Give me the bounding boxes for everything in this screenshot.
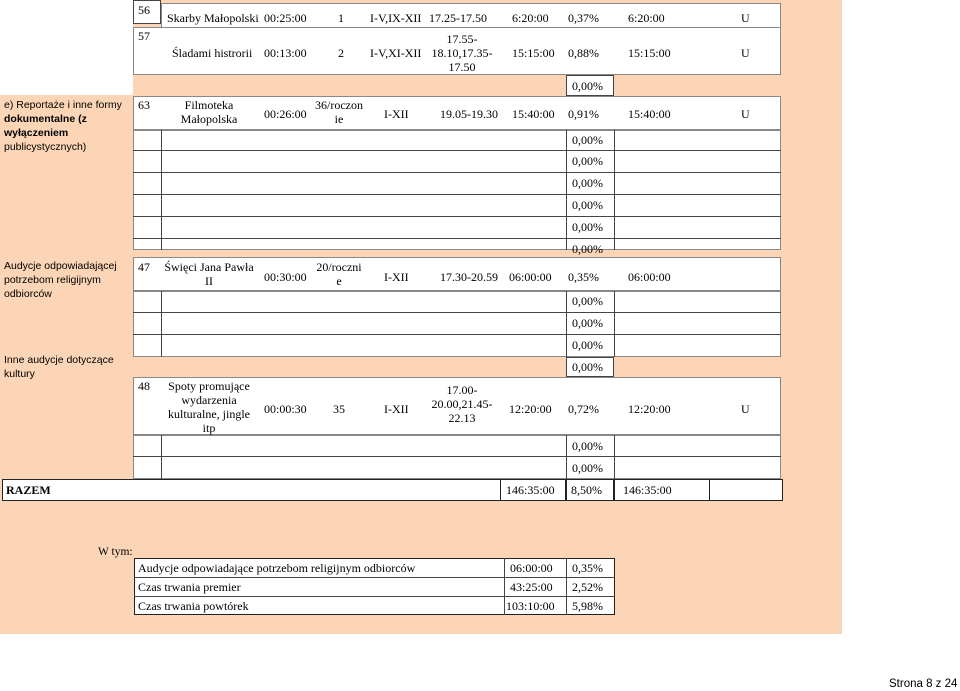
- empty-row: [133, 291, 781, 357]
- empty-row: [133, 435, 781, 479]
- row-56-total: 6:20:00: [512, 11, 549, 25]
- row-48-count: 35: [333, 402, 345, 416]
- razem-share: 8,50%: [571, 483, 602, 497]
- row-57-months: I-V,XI-XII: [370, 46, 422, 60]
- summary-item-label: Czas trwania powtórek: [138, 599, 249, 613]
- empty-row: [133, 130, 781, 250]
- row-47-hours: 17.30-20.59: [440, 270, 498, 284]
- row-56-total2: 6:20:00: [628, 11, 665, 25]
- summary-item-share: 2,52%: [572, 580, 603, 594]
- row-63-count: 36/roczon ie: [315, 98, 363, 126]
- row-48-share: 0,72%: [568, 402, 599, 416]
- row-63-duration: 00:26:00: [264, 107, 307, 121]
- row-56-count: 1: [338, 11, 344, 25]
- row-48-duration: 00:00:30: [264, 402, 307, 416]
- left-white-gap: [0, 0, 133, 95]
- row-47-total: 06:00:00: [509, 270, 552, 284]
- zero-value: 0,00%: [572, 316, 603, 330]
- row-48-title: Spoty promujące wydarzenia kulturalne, jingle itp: [168, 379, 250, 435]
- row-47-title: Święci Jana Pawła II: [164, 260, 254, 288]
- page-number: Strona 8 z 24: [889, 678, 958, 690]
- row-47-total2: 06:00:00: [628, 270, 671, 284]
- summary-item-label: Audycje odpowiadające potrzebom religijnym odbiorców: [138, 561, 416, 575]
- row-63-flag: U: [741, 107, 750, 121]
- category-culture: Inne audycje dotyczące kultury: [4, 354, 114, 380]
- zero-value: 0,00%: [572, 220, 603, 234]
- razem-total2: 146:35:00: [623, 483, 672, 497]
- row-48-flag: U: [741, 402, 750, 416]
- summary-label: W tym:: [98, 546, 133, 558]
- row-56-nr: 56: [138, 3, 150, 17]
- row-56-title: Skarby Małopolski: [167, 11, 259, 25]
- zero-value: 0,00%: [572, 79, 603, 93]
- razem-total: 146:35:00: [506, 483, 555, 497]
- zero-value: 0,00%: [572, 154, 603, 168]
- zero-value: 0,00%: [572, 360, 603, 374]
- row-63-hours: 19.05-19.30: [440, 107, 498, 121]
- razem-label: RAZEM: [6, 483, 51, 497]
- summary-item-label: Czas trwania premier: [138, 580, 241, 594]
- row-57-share: 0,88%: [568, 46, 599, 60]
- row-56-flag: U: [741, 11, 750, 25]
- row-48-months: I-XII: [384, 402, 409, 416]
- row-56-share: 0,37%: [568, 11, 599, 25]
- category-religious: Audycje odpowiadającej potrzebom religijnym odbiorców: [4, 260, 117, 300]
- row-57-total: 15:15:00: [512, 46, 555, 60]
- zero-value: 0,00%: [572, 176, 603, 190]
- row-47-share: 0,35%: [568, 270, 599, 284]
- row-56-duration: 00:25:00: [264, 11, 307, 25]
- summary-item-time: 43:25:00: [510, 580, 553, 594]
- row-56-hours: 17.25-17.50: [429, 11, 487, 25]
- row-63-total: 15:40:00: [512, 107, 555, 121]
- row-57-duration: 00:13:00: [264, 46, 307, 60]
- row-47-count: 20/roczni e: [316, 260, 362, 288]
- zero-value: 0,00%: [572, 461, 603, 475]
- row-63-months: I-XII: [384, 107, 409, 121]
- row-57-nr: 57: [138, 29, 150, 43]
- row-57-hours: 17.55- 18.10,17.35- 17.50: [431, 32, 493, 74]
- row-48-total2: 12:20:00: [628, 402, 671, 416]
- row-48-total: 12:20:00: [509, 402, 552, 416]
- zero-value: 0,00%: [572, 198, 603, 212]
- row-47-nr: 47: [138, 260, 150, 274]
- row-63-nr: 63: [138, 98, 150, 112]
- row-57-title: Śladami histrorii: [172, 46, 253, 60]
- zero-value: 0,00%: [572, 133, 603, 147]
- row-63-total2: 15:40:00: [628, 107, 671, 121]
- summary-item-share: 0,35%: [572, 561, 603, 575]
- zero-value: 0,00%: [572, 439, 603, 453]
- category-reportage: e) Reportaże i inne formy dokumentalne (z wyłączeniem publicystycznych): [4, 99, 122, 153]
- row-63-title: Filmoteka Małopolska: [180, 98, 238, 126]
- row-47-months: I-XII: [384, 270, 409, 284]
- row-56-months: I-V,IX-XII: [370, 11, 422, 25]
- row-48-nr: 48: [138, 379, 150, 393]
- zero-value: 0,00%: [572, 294, 603, 308]
- row-57-count: 2: [338, 46, 344, 60]
- zero-value: 0,00%: [572, 242, 603, 256]
- row-57-flag: U: [741, 46, 750, 60]
- summary-item-share: 5,98%: [572, 599, 603, 613]
- row-48-hours: 17.00- 20.00,21.45- 22.13: [431, 383, 493, 425]
- summary-item-time: 103:10:00: [506, 599, 555, 613]
- row-47-duration: 00:30:00: [264, 270, 307, 284]
- row-63-share: 0,91%: [568, 107, 599, 121]
- summary-item-time: 06:00:00: [510, 561, 553, 575]
- zero-value: 0,00%: [572, 338, 603, 352]
- row-57-total2: 15:15:00: [628, 46, 671, 60]
